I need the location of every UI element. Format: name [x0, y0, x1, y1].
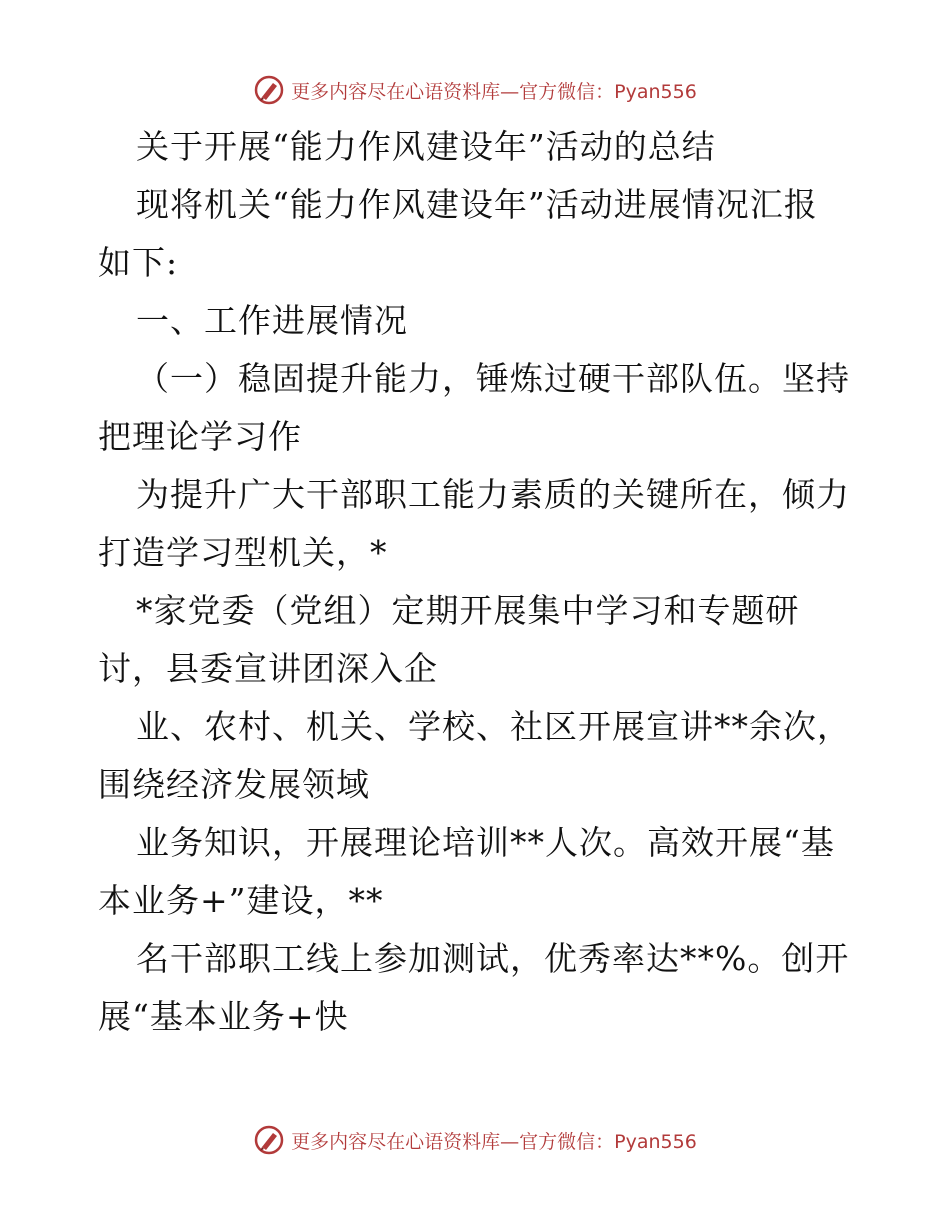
watermark-group — [253, 74, 697, 106]
watermark-wechat-id: Pyan556 — [614, 1130, 697, 1153]
paragraph-line: 业务知识，开展理论培训**人次。高效开展“基 — [136, 823, 835, 862]
section-heading: 一、工作进展情况 — [136, 301, 408, 340]
document-body — [98, 118, 858, 1046]
footer-watermark — [0, 1120, 950, 1160]
document-title: 关于开展“能力作风建设年”活动的总结 — [136, 127, 716, 166]
paragraph-line: 打造学习型机关，* — [98, 533, 388, 572]
paragraph-line: 为提升广大干部职工能力素质的关键所在，倾力 — [136, 475, 850, 514]
paragraph-line: 如下: — [98, 243, 179, 282]
paragraph-line: 讨，县委宣讲团深入企 — [98, 649, 438, 688]
paragraph-line: 展“基本业务+快 — [98, 997, 349, 1036]
paragraph-line: 围绕经济发展领域 — [98, 765, 370, 804]
paragraph-line: 业、农村、机关、学校、社区开展宣讲**余次， — [136, 707, 851, 746]
watermark-text: 更多内容尽在心语资料库—官方微信：Pyan556 — [291, 1130, 697, 1153]
paragraph-line: 把理论学习作 — [98, 417, 302, 456]
watermark-text: 更多内容尽在心语资料库—官方微信：Pyan556 — [291, 80, 697, 103]
paragraph-line: 名干部职工线上参加测试，优秀率达**%。创开 — [136, 939, 850, 978]
pen-logo-icon — [253, 74, 285, 106]
paragraph-line: 本业务+”建设，** — [98, 881, 384, 920]
paragraph-line: *家党委（党组）定期开展集中学习和专题研 — [136, 591, 800, 630]
subsection-heading: （一）稳固提升能力，锤炼过硬干部队伍。坚持 — [136, 359, 850, 398]
header-watermark — [0, 70, 950, 110]
paragraph-line: 现将机关“能力作风建设年”活动进展情况汇报 — [136, 185, 818, 224]
watermark-group — [253, 1124, 697, 1156]
watermark-wechat-id: Pyan556 — [614, 80, 697, 103]
pen-logo-icon — [253, 1124, 285, 1156]
